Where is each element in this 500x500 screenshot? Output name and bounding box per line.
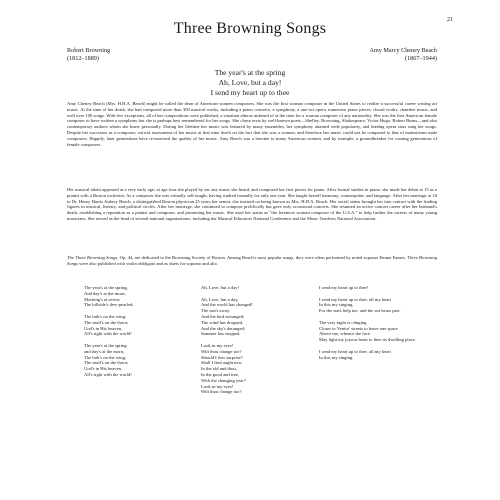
poem-line: In the good and true,	[201, 371, 240, 377]
poem-line: And day's at the morn;	[84, 290, 126, 296]
poem-line: I send my heart up to thee, all my heart	[319, 296, 391, 302]
poem-line: Closer to Venice' streets to leave one space	[319, 325, 398, 331]
poem-line: The year's at the spring,	[84, 285, 128, 290]
poem-line: Ah, Love, but a day,	[201, 296, 239, 302]
poet-name: Robert Browning	[67, 47, 111, 54]
paragraph-3-end: were also published with violin obbligato and as duets for soprano and alto.	[77, 260, 219, 266]
poem-line: Should I fear surprise?	[201, 354, 243, 360]
poem-line: The hillside's dew-pearled;	[84, 302, 134, 308]
song-title-1: The year's at the spring	[214, 68, 286, 77]
paragraph-3	[67, 255, 437, 267]
poem-line: And the world has changed!	[201, 302, 253, 308]
poem-line: The lark's on the wing;	[84, 354, 127, 360]
poem-line: The year's at the spring	[84, 342, 127, 348]
paragraph-2: Her musical talent appeared at a very early age; at age four she played by ear any music she heard, and composed her first pieces for piano. After formal studies in piano, she made her debut at 15 as a pianist with a Boston orchestra. As a composer she was virtually self-taught, having studied formally for only one year. She taught herself harmony, counterpoint, and language. After her marriage at 18 to Dr. Henry Harris Aubrey Beach, a distinguished Boston physician 25 years her senior, she insisted on being known as Mrs. H.H.A. Beach. Her social status brought her into contact with the leading figures in musical, literary, and political circles. After her marriage, she continued to compose prolifically but gave only occasional concerts. She resumed an active concert career after her husband's death, establishing a reputation as a pianist and composer, and promoting her music. She used her status as "the foremost woman composer of the U.S.A." to help further the careers of many young musicians. She served as the head of several national organizations, including the Musical Educators National Conference and the Music Teachers National Association.	[67, 187, 437, 221]
poem-line: The snail's on the thorn;	[84, 360, 129, 366]
poem-line: Above me, whence the face	[319, 331, 370, 337]
poem-line: God's in His heaven,	[84, 366, 123, 372]
paragraph-3-em2: Three Browning Songs	[67, 255, 437, 266]
paragraph-1: Amy Cheney Beach (Mrs. H.H.A. Beach) might be called the dean of American women composers. She was the first woman composer in the United States to realize a successful career writing art music. At the time of her death, she had composed more than 300 musical works, including a piano concerto, a symphony, a one-act opera, numerous piano pieces, choral works, chamber music, and well over 100 songs. With few exceptions, all of her compositions were published, a situation almost unheard of at the time for a woman composer of any nationality. She was the first American female composer to have written a symphony but she is perhaps best remembered for her songs. She chose texts by well-known poets—Shelley, Browning, Shakespeare, Victor Hugo, Robert Burns—and also contemporary authors whom she knew personally. During her lifetime her music was featured by many ensembles, her symphony attained wide popularity, and leading opera stars sang her songs. Despite her successes as a composer, critical assessment of her music at that time dwelt on the fact that she was a woman, and therefore her music could not be compared to that of mainstream male composers. Happily, later generations have re-assessed the quality of her music. Amy Beach was a heroine to many American women, and by example, a groundbreaker for coming generations of female composers.	[67, 101, 437, 147]
composer-credit	[369, 47, 437, 63]
poem-line: May light my joyous heart to thee its dwelling place.	[319, 337, 416, 343]
poem-line: I send my heart up to thee!	[319, 285, 369, 290]
composer-dates: (1867–1944)	[405, 55, 437, 62]
poem-line: Summer has stopped.	[201, 331, 241, 337]
poem-line: The lark's on the wing;	[84, 313, 127, 319]
poem-line: In the old and thou,	[201, 366, 237, 372]
poet-credit	[67, 47, 110, 63]
poem-line: The wind has dropped,	[201, 319, 244, 325]
song-title-3: I send my heart up to thee	[210, 88, 290, 97]
paragraph-3-text: , Op. 44, are dedicated to the Browning Society of Boston. Among Beach's most popular songs, they were often performed by noted soprano Emma Eames.	[117, 255, 408, 260]
poem-line: Look in my eyes!	[201, 342, 234, 348]
poem-line: And the sky's deranged;	[201, 325, 246, 331]
poem-line: All's right with the world!	[84, 331, 132, 337]
poem-line: For the stars help me, and the sea bears part.	[319, 308, 401, 314]
poem-line: All's right with the world!	[84, 371, 132, 377]
song-title-2: Ah, Love, but a day!	[218, 78, 282, 87]
poem-line: The sun's away,	[201, 308, 230, 314]
composer-name: Amy Marcy Cheney Beach	[369, 47, 437, 54]
poem-line: The snail's on the thorn;	[84, 319, 129, 325]
poet-dates: (1812–1889)	[67, 55, 99, 62]
poem-line: God's in His heaven,	[84, 325, 123, 331]
poem-line: The very night is clinging	[319, 319, 367, 325]
poem-column-2	[201, 285, 253, 395]
poem-line: I send my heart up to thee, all my heart	[319, 348, 391, 354]
poem-column-3	[319, 285, 416, 360]
page-number: 21	[447, 17, 453, 23]
poem-line: And the bird estranged;	[201, 313, 245, 319]
paragraph-3-em: The Three Browning Songs	[67, 255, 118, 260]
poem-line: Wilt thou change too?	[201, 348, 242, 354]
page-title: Three Browning Songs	[173, 20, 327, 37]
song-titles	[0, 68, 500, 98]
poem-line: Shall I find aught new	[201, 360, 242, 366]
poem-line: In this my singing.	[319, 354, 354, 360]
poem-line: Look in my eyes!	[201, 383, 234, 389]
poem-line: and day's at the morn,	[84, 348, 125, 354]
poem-line: Morning's at seven;	[84, 296, 121, 302]
poem-line: Wilt thou change too?	[201, 389, 242, 395]
poem-line: Ah, Love, but a day!	[201, 285, 240, 290]
poem-line: In this my singing,	[319, 302, 354, 308]
poem-line: With the changing year?	[201, 377, 246, 383]
poem-column-1	[84, 285, 134, 378]
